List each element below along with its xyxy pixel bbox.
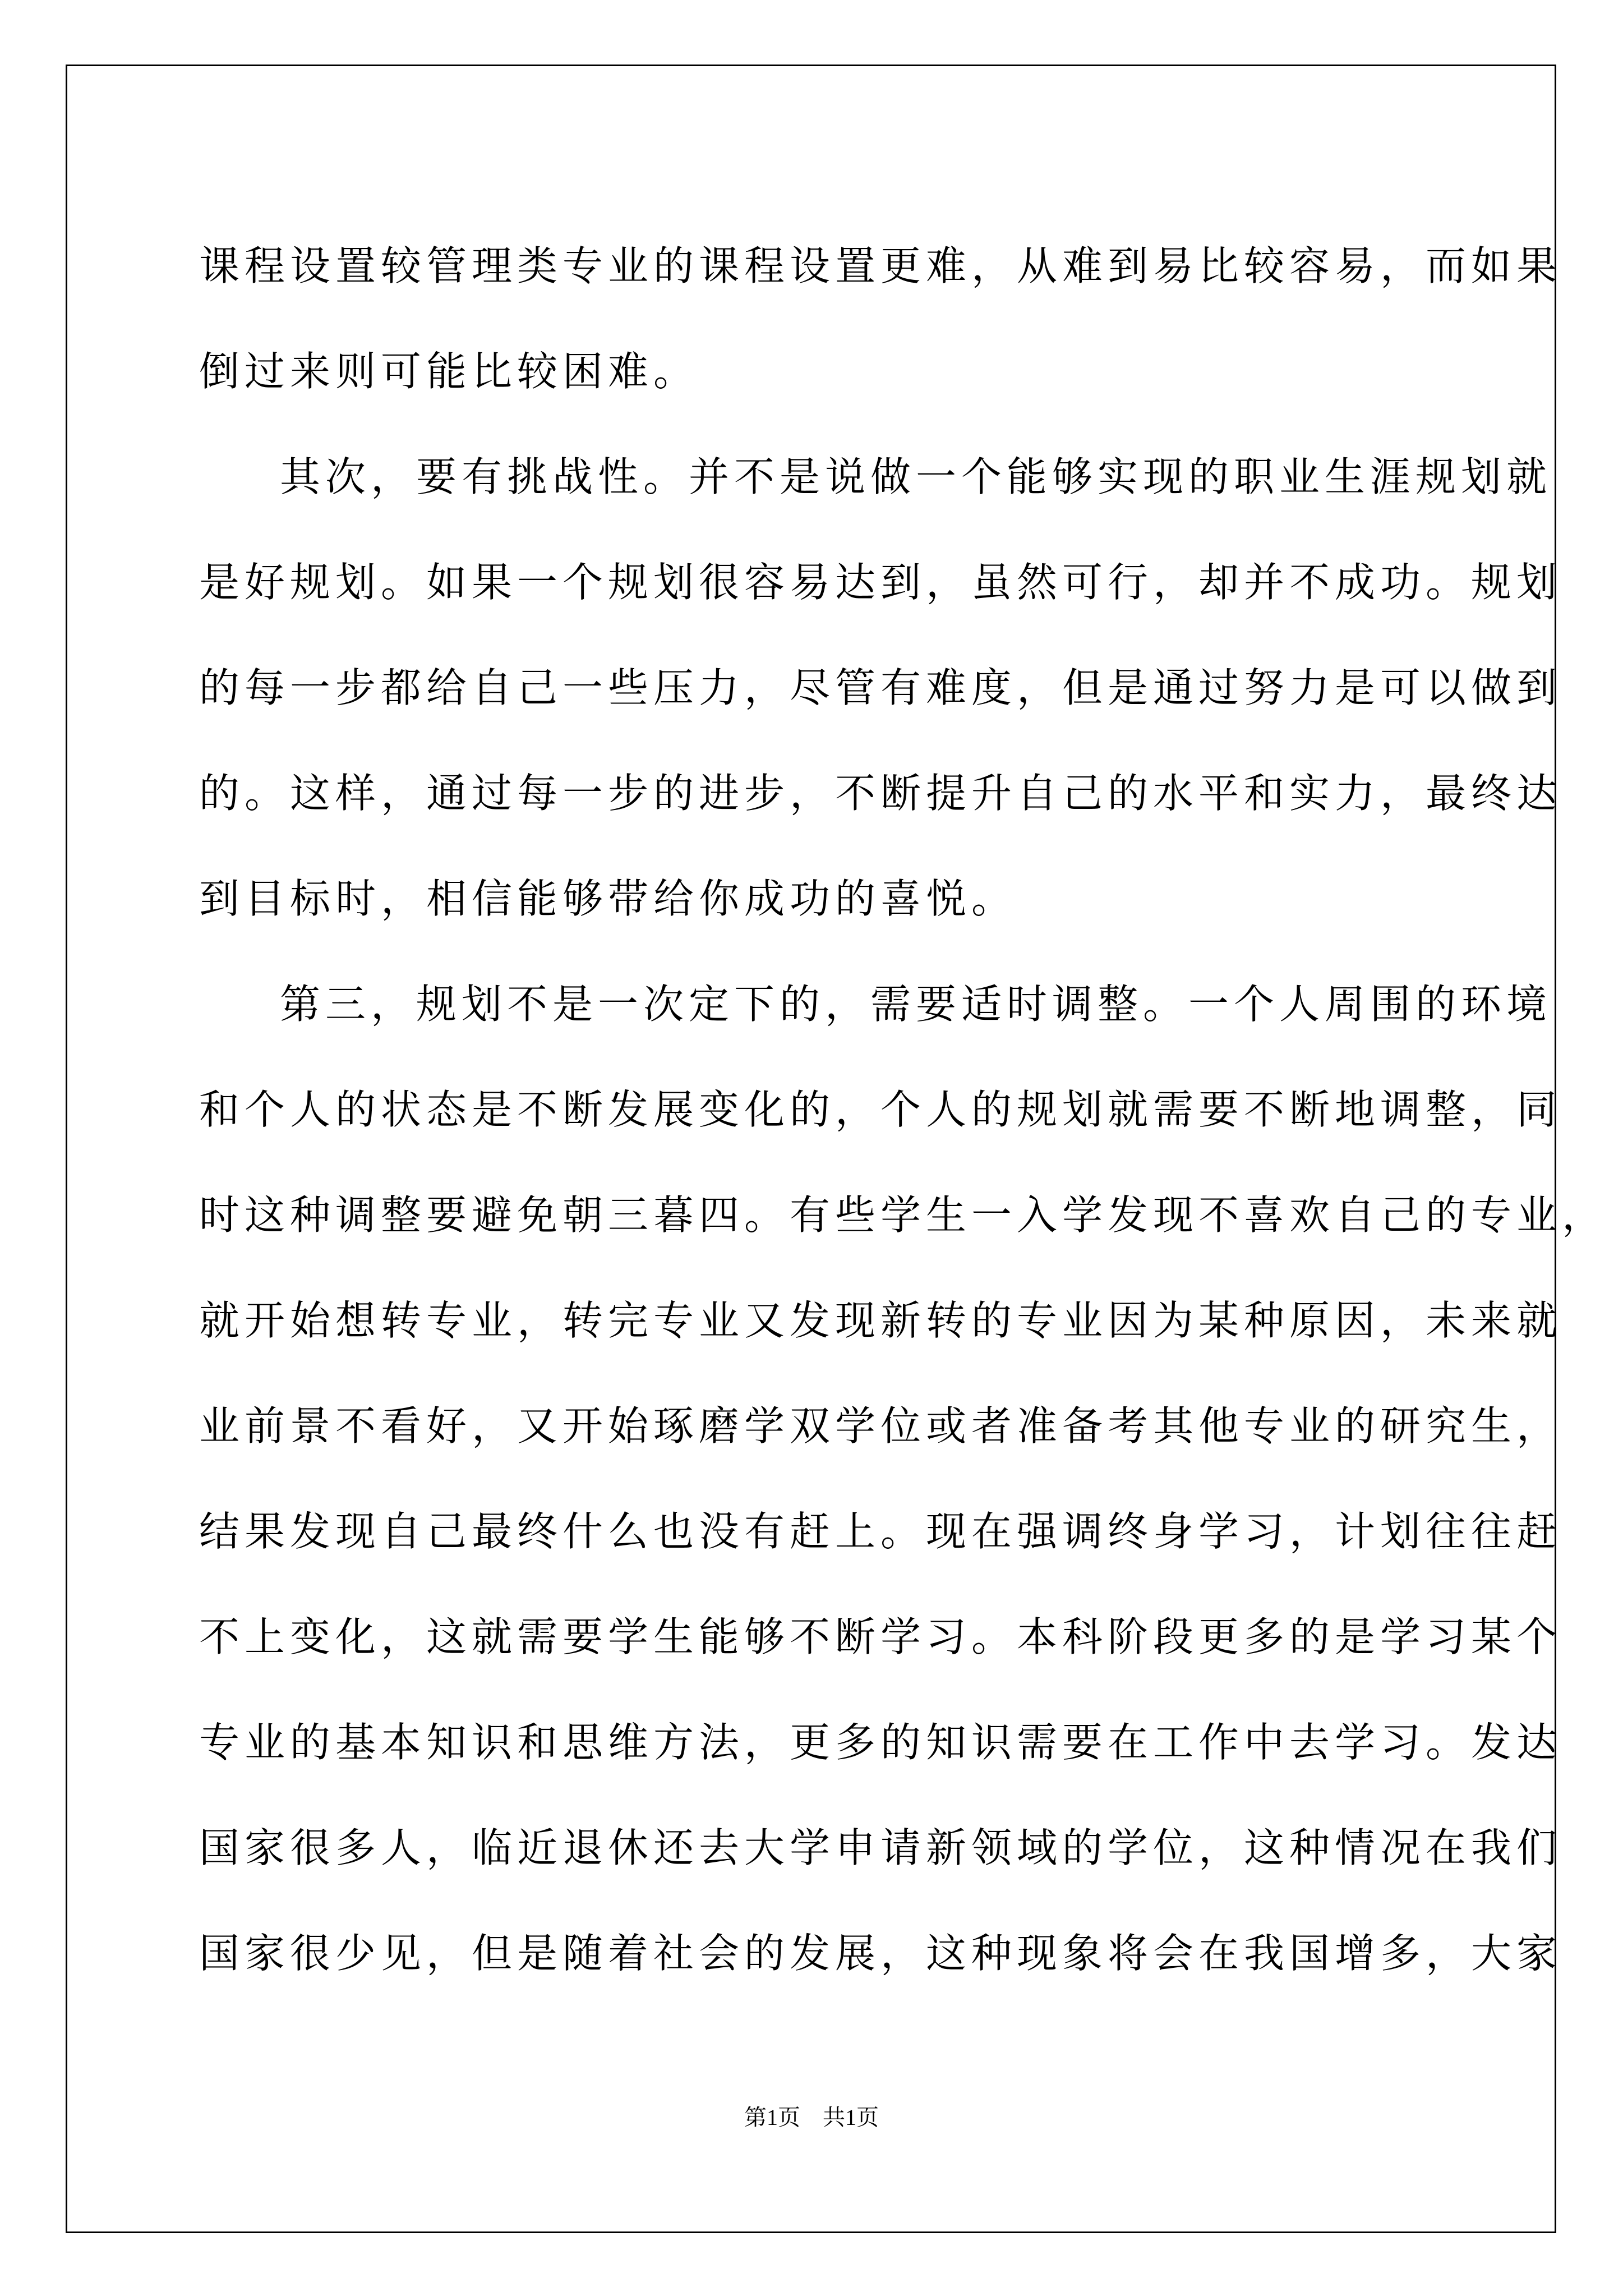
text-line: 时这种调整要避免朝三暮四。有些学生一入学发现不喜欢自己的专业， xyxy=(199,1191,1608,1239)
text-line: 到目标时，相信能够带给你成功的喜悦。 xyxy=(199,875,1017,922)
document-body xyxy=(199,213,1608,2006)
text-line: 课程设置较管理类专业的课程设置更难，从难到易比较容易，而如果 xyxy=(199,242,1562,289)
text-line: 不上变化，这就需要学生能够不断学习。本科阶段更多的是学习某个 xyxy=(199,1613,1562,1660)
paragraph-start-line: 其次，要有挑战性。并不是说做一个能够实现的职业生涯规划就 xyxy=(280,453,1552,500)
paragraph-start-line: 第三，规划不是一次定下的，需要适时调整。一个人周围的环境 xyxy=(280,981,1552,1028)
text-line: 的每一步都给自己一些压力，尽管有难度，但是通过努力是可以做到 xyxy=(199,664,1562,711)
text-line: 专业的基本知识和思维方法，更多的知识需要在工作中去学习。发达 xyxy=(199,1719,1562,1766)
text-line: 国家很多人，临近退休还去大学申请新领域的学位，这种情况在我们 xyxy=(199,1824,1562,1871)
text-line: 和个人的状态是不断发展变化的，个人的规划就需要不断地调整，同 xyxy=(199,1086,1562,1133)
page-number-footer: 第1页 共1页 xyxy=(744,2105,879,2130)
text-line: 业前景不看好，又开始琢磨学双学位或者准备考其他专业的研究生， xyxy=(199,1402,1562,1450)
text-line: 国家很少见，但是随着社会的发展，这种现象将会在我国增多，大家 xyxy=(199,1930,1562,1977)
text-line: 是好规划。如果一个规划很容易达到，虽然可行，却并不成功。规划 xyxy=(199,559,1562,606)
text-line: 结果发现自己最终什么也没有赶上。现在强调终身学习，计划往往赶 xyxy=(199,1508,1562,1555)
text-line: 倒过来则可能比较困难。 xyxy=(199,348,699,395)
text-line: 的。这样，通过每一步的进步，不断提升自己的水平和实力，最终达 xyxy=(199,770,1562,817)
text-line: 就开始想转专业，转完专业又发现新转的专业因为某种原因，未来就 xyxy=(199,1297,1562,1344)
